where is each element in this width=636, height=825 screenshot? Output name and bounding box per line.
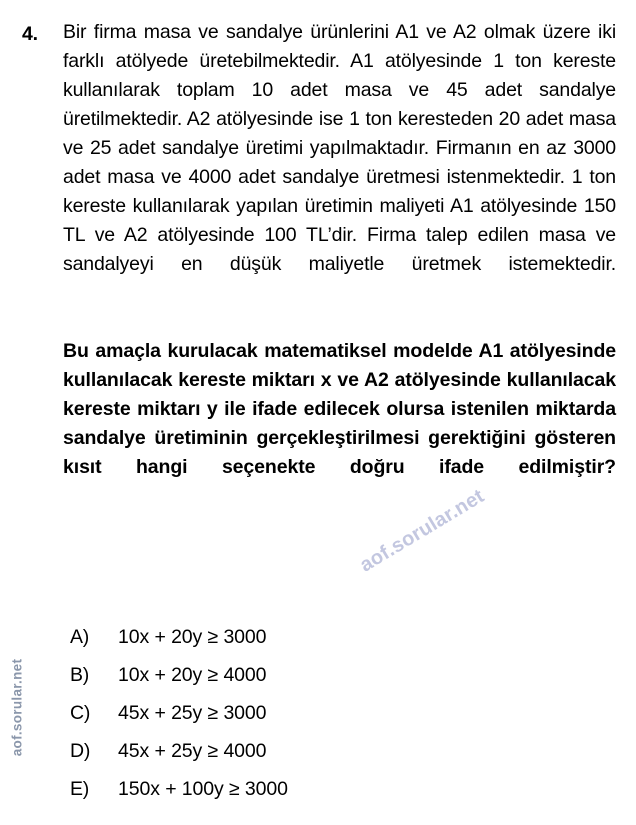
option-text-e: 150x + 100y ≥ 3000: [118, 778, 288, 800]
option-letter-c: C): [70, 702, 91, 724]
option-text-a: 10x + 20y ≥ 3000: [118, 626, 267, 648]
option-text-d: 45x + 25y ≥ 4000: [118, 740, 267, 762]
diagonal-watermark: aof.sorular.net: [356, 485, 489, 577]
option-letter-e: E): [70, 778, 90, 800]
question-number: 4.: [22, 23, 38, 45]
option-letter-a: A): [70, 626, 90, 648]
option-letter-d: D): [70, 740, 91, 762]
question-block: [0, 18, 636, 511]
answer-options-list: [0, 618, 636, 808]
answer-option-b[interactable]: [0, 656, 636, 694]
question-body: [63, 18, 616, 511]
option-text-b: 10x + 20y ≥ 4000: [118, 664, 267, 686]
answer-option-c[interactable]: [0, 694, 636, 732]
answer-option-d[interactable]: [0, 732, 636, 770]
option-text-c: 45x + 25y ≥ 3000: [118, 702, 267, 724]
question-paragraph-intro: Bir firma masa ve sandalye ürünlerini A1 ve A2 olmak üzere iki farklı atölyede üretebilmektedir. A1 atölyesinde 1 ton kereste kullanılarak toplam 10 adet masa ve 45 adet sandalye üretilmektedir. A2 atölyesinde ise 1 ton keresteden 20 adet masa ve 25 adet sandalye üretimi yapılmaktadır. Firmanın en az 3000 adet masa ve 4000 adet sandalye üretmesi istenmektedir. 1 ton kereste kullanılarak yapılan üretimin maliyeti A1 atölyesinde 150 TL ve A2 atölyesinde 100 TL’dir. Firma talep edilen masa ve sandalyeyi en düşük maliyetle üretmek istemektedir.: [63, 21, 616, 275]
vertical-watermark: aof.sorular.net: [9, 658, 25, 757]
question-paragraph-prompt: Bu amaçla kurulacak matematiksel modelde A1 atölyesinde kullanılacak kereste miktarı x ve A2 atölyesinde kullanılacak kereste miktarı y ile ifade edilecek olursa istenilen miktarda sandalye üretiminin gerçekleştirilmesi gerektiğini gösteren kısıt hangi seçenekte doğru ifade edilmiştir?: [63, 340, 616, 478]
option-letter-b: B): [70, 664, 90, 686]
answer-option-a[interactable]: [0, 618, 636, 656]
answer-option-e[interactable]: [0, 770, 636, 808]
